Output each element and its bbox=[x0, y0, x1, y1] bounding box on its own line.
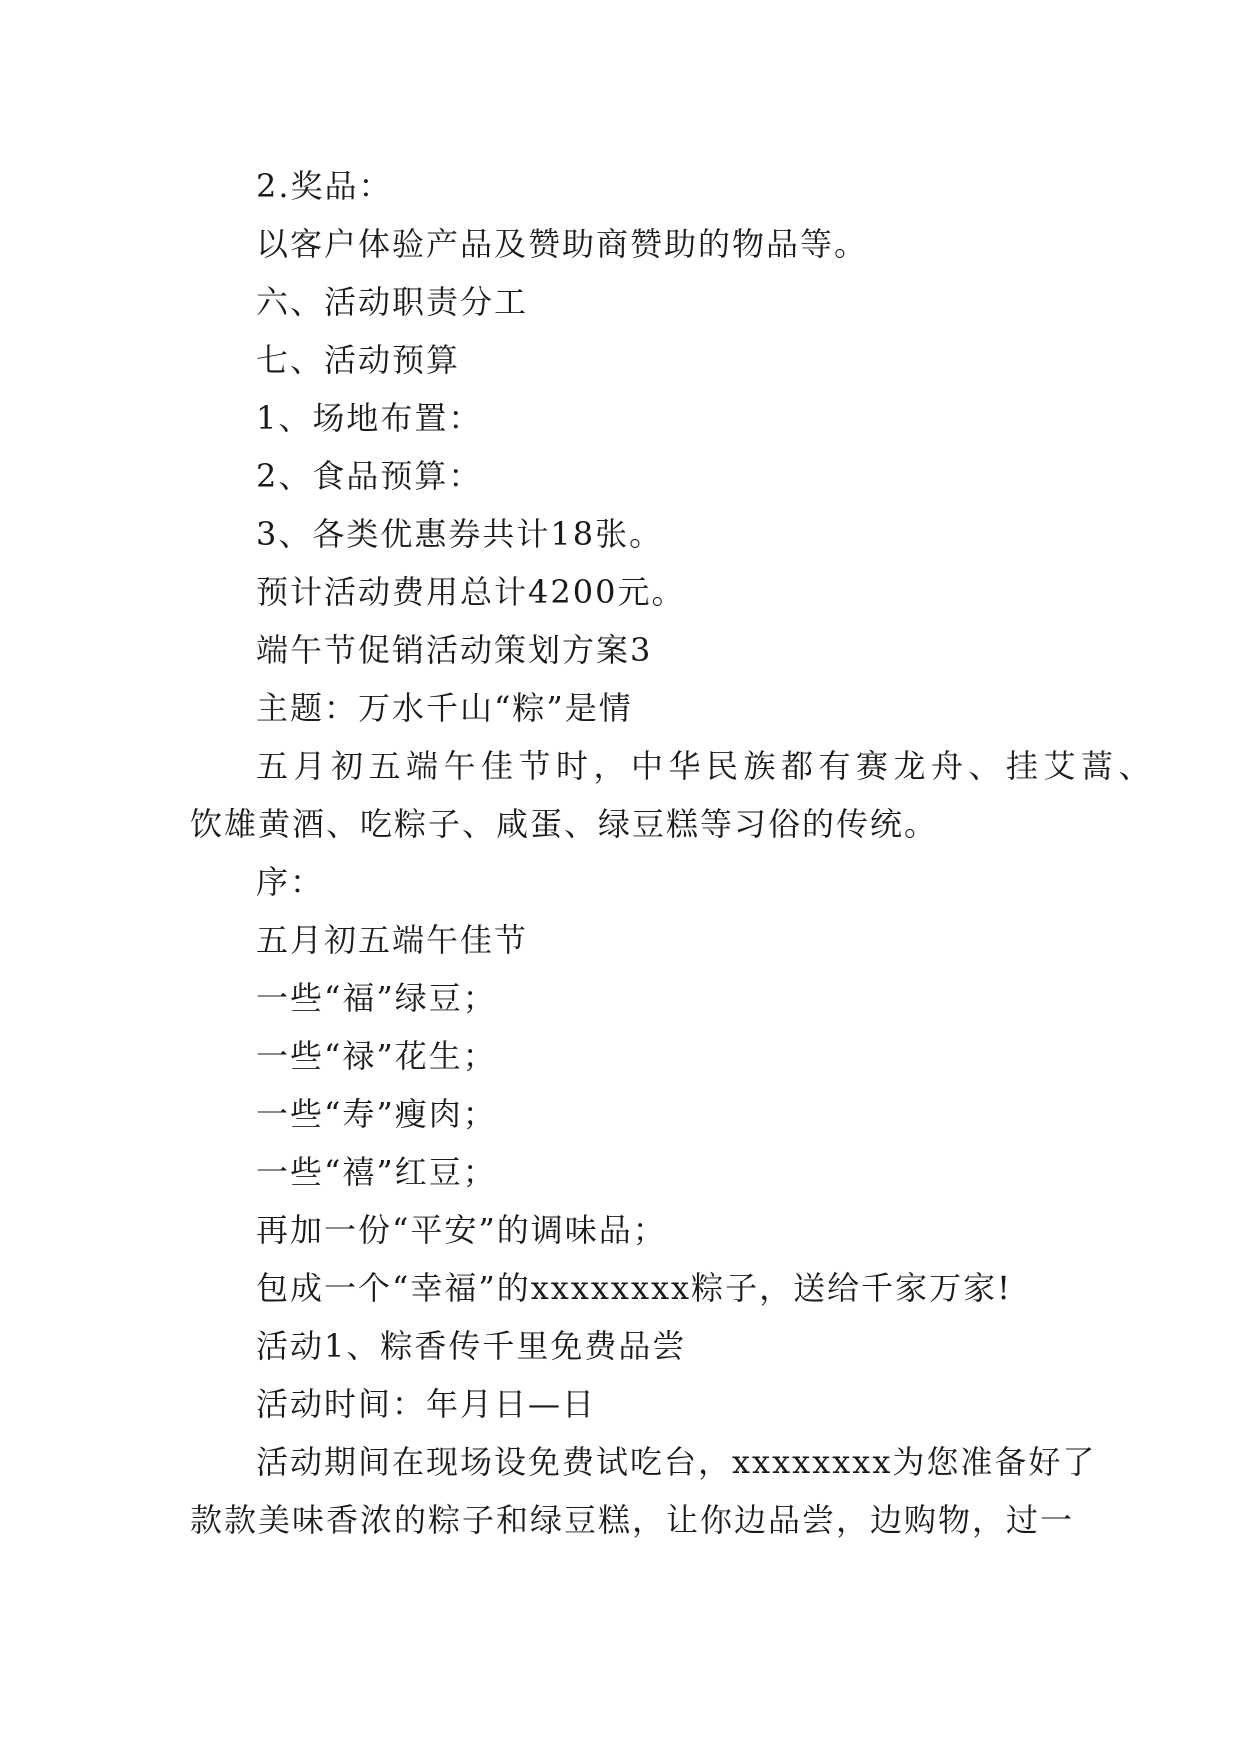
text-line: 以客户体验产品及赞助商赞助的物品等。 bbox=[256, 225, 869, 263]
text-line: 再加一份“平安”的调味品； bbox=[256, 1211, 667, 1249]
text-line: 主题：万水千山“粽”是情 bbox=[256, 689, 633, 727]
paragraph-line: 五月初五端午佳节时，中华民族都有赛龙舟、挂艾蒿、 bbox=[256, 747, 1157, 785]
text-line: 一些“寿”瘦肉； bbox=[256, 1095, 497, 1133]
paragraph-line: 活动期间在现场设免费试吃台，xxxxxxxx为您准备好了 bbox=[256, 1443, 1097, 1481]
section-heading: 七、活动预算 bbox=[256, 341, 461, 379]
text-line: 一些“禄”花生； bbox=[256, 1037, 497, 1075]
text-line: 一些“福”绿豆； bbox=[256, 979, 497, 1017]
text-line: 序： bbox=[256, 863, 325, 901]
paragraph-line: 饮雄黄酒、吃粽子、咸蛋、绿豆糕等习俗的传统。 bbox=[190, 805, 939, 843]
document-title: 端午节促销活动策划方案3 bbox=[256, 631, 653, 669]
section-heading: 六、活动职责分工 bbox=[256, 283, 529, 321]
text-line: 2、食品预算： bbox=[256, 457, 483, 495]
text-line: 包成一个“幸福”的xxxxxxxx粽子，送给千家万家! bbox=[256, 1269, 1012, 1307]
text-line: 预计活动费用总计4200元。 bbox=[256, 573, 686, 611]
text-line: 3、各类优惠券共计18张。 bbox=[256, 515, 664, 553]
text-line: 2.奖品： bbox=[256, 167, 393, 205]
text-line: 活动时间：年月日—日 bbox=[256, 1385, 597, 1423]
text-line: 五月初五端午佳节 bbox=[256, 921, 529, 959]
text-line: 活动1、粽香传千里免费品尝 bbox=[256, 1327, 687, 1365]
text-line: 1、场地布置： bbox=[256, 399, 483, 437]
paragraph-line: 款款美味香浓的粽子和绿豆糕，让你边品尝，边购物，过一 bbox=[190, 1501, 1075, 1539]
text-line: 一些“禧”红豆； bbox=[256, 1153, 497, 1191]
